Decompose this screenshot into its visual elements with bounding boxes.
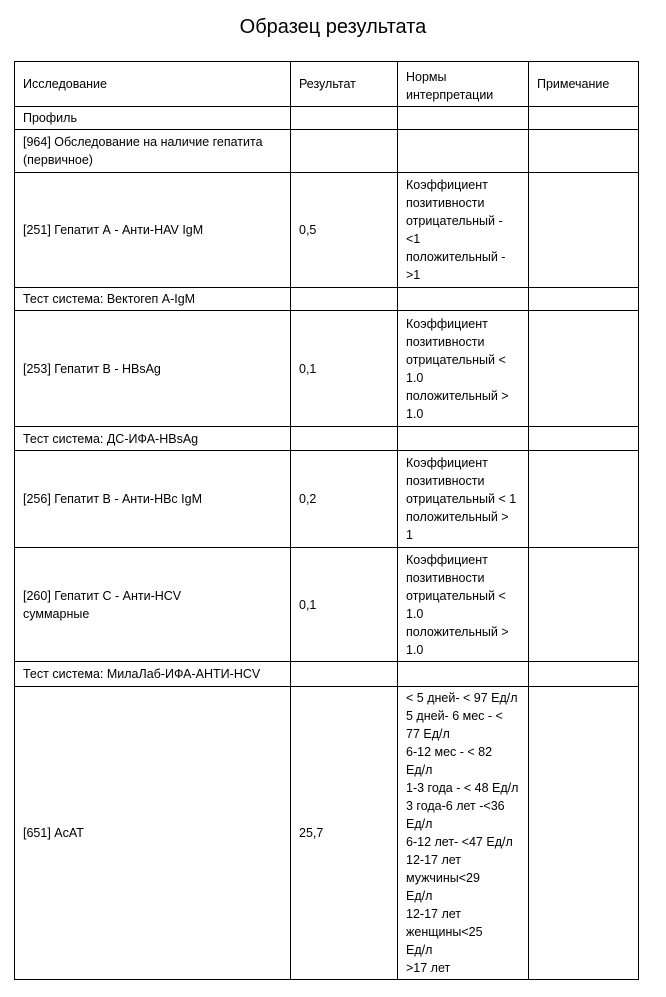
- study-cell: Тест система: МилаЛаб-ИФА-АНТИ-HCV: [15, 662, 291, 687]
- table-row: [15, 427, 639, 451]
- result-cell: [291, 130, 398, 173]
- note-cell: [529, 451, 639, 548]
- norms-cell: Коэффициент позитивности отрицательный < 1.0 положительный > 1.0: [398, 548, 529, 662]
- table-row: [15, 311, 639, 427]
- note-cell: [529, 107, 639, 130]
- study-cell: [256] Гепатит В - Анти-HBc IgM: [15, 451, 291, 548]
- note-cell: [529, 548, 639, 662]
- result-cell: 0,1: [291, 311, 398, 427]
- result-cell: 0,5: [291, 173, 398, 288]
- note-cell: [529, 687, 639, 980]
- result-cell: [291, 288, 398, 311]
- note-cell: [529, 288, 639, 311]
- study-cell: Тест система: ДС-ИФА-HBsAg: [15, 427, 291, 451]
- table-row: [15, 451, 639, 548]
- study-cell: Профиль: [15, 107, 291, 130]
- study-cell: [651] АсАТ: [15, 687, 291, 980]
- table-row: [15, 173, 639, 288]
- header-result: Результат: [291, 62, 398, 107]
- study-cell: [964] Обследование на наличие гепатита (первичное): [15, 130, 291, 173]
- norms-cell: [398, 427, 529, 451]
- note-cell: [529, 311, 639, 427]
- note-cell: [529, 662, 639, 687]
- table-row: [15, 687, 639, 980]
- note-cell: [529, 173, 639, 288]
- study-cell: Тест система: Вектогеп А-IgM: [15, 288, 291, 311]
- note-cell: [529, 427, 639, 451]
- norms-cell: [398, 662, 529, 687]
- result-cell: 0,1: [291, 548, 398, 662]
- table-row: [15, 662, 639, 687]
- norms-cell: Коэффициент позитивности отрицательный - <1 положительный - >1: [398, 173, 529, 288]
- header-note: Примечание: [529, 62, 639, 107]
- table-row: [15, 130, 639, 173]
- norms-cell: [398, 107, 529, 130]
- table-row: [15, 288, 639, 311]
- norms-cell: Коэффициент позитивности отрицательный < 1 положительный > 1: [398, 451, 529, 548]
- study-cell: [15, 173, 291, 288]
- table-header-row: [15, 62, 639, 107]
- results-table: [14, 61, 639, 980]
- header-norms: Нормы интерпретации: [398, 62, 529, 107]
- norms-cell: [398, 288, 529, 311]
- study-cell: [253] Гепатит В - HBsAg: [15, 311, 291, 427]
- document-title: Образец результата: [239, 16, 427, 38]
- study-cell: [260] Гепатит С - Анти-HCV суммарные: [15, 548, 291, 662]
- result-cell: 25,7: [291, 687, 398, 980]
- header-study: Исследование: [15, 62, 291, 107]
- norms-cell: < 5 дней- < 97 Ед/л 5 дней- 6 мес - < 77 Ед/л 6-12 мес - < 82 Ед/л 1-3 года - < 48 Ед/л 3 года-6 лет -<36 Ед/л 6-12 лет- <47 Ед/л 12-17 лет мужчины<29 Ед/л 12-17 лет женщины<25 Ед/л >17 лет: [398, 687, 529, 980]
- note-cell: [529, 130, 639, 173]
- table-row: [15, 548, 639, 662]
- study-text: [251] Гепатит А - Анти-HAV IgM: [23, 223, 204, 237]
- result-cell: [291, 427, 398, 451]
- result-cell: [291, 662, 398, 687]
- norms-cell: [398, 130, 529, 173]
- norms-cell: Коэффициент позитивности отрицательный < 1.0 положительный > 1.0: [398, 311, 529, 427]
- result-cell: 0,2: [291, 451, 398, 548]
- table-row: [15, 107, 639, 130]
- result-cell: [291, 107, 398, 130]
